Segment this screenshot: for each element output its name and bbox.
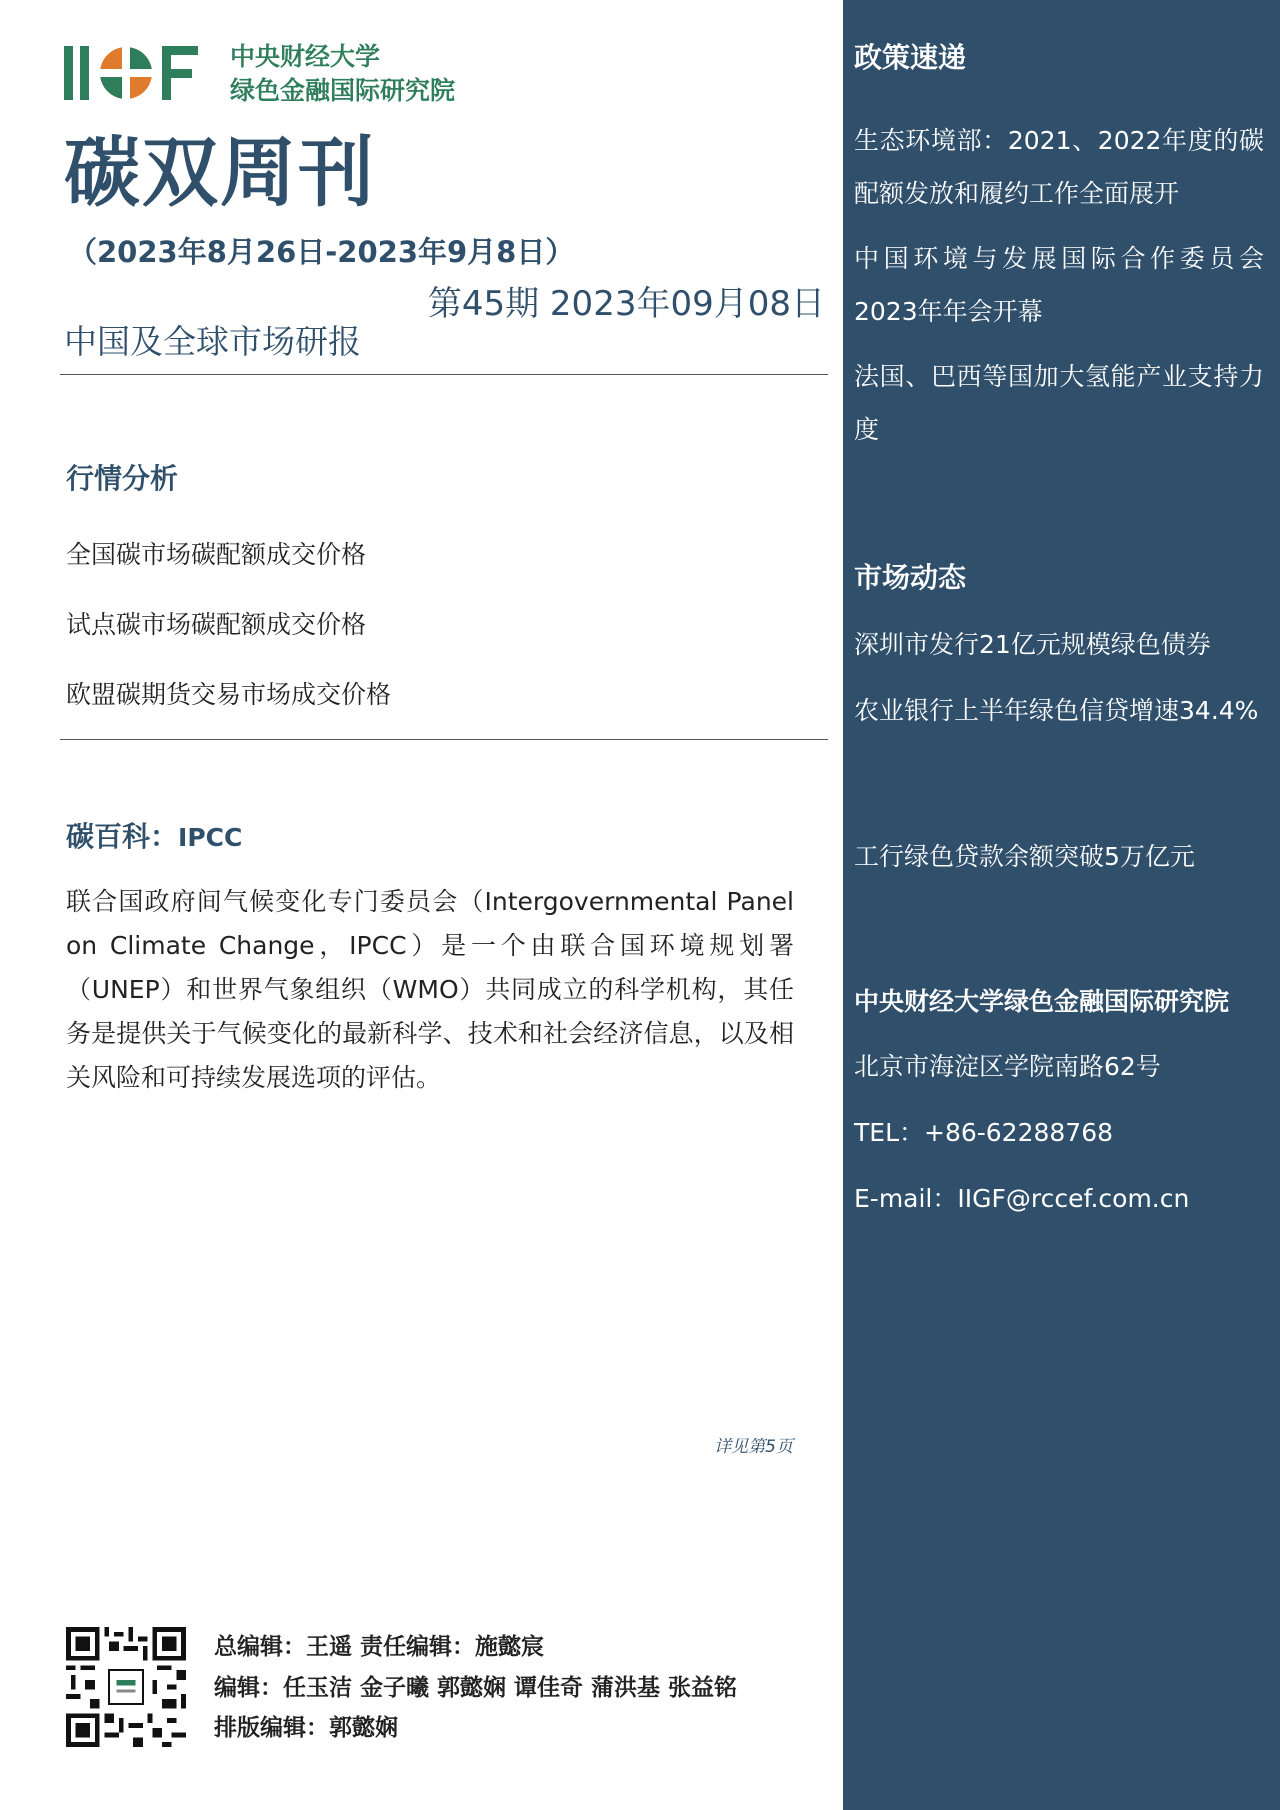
divider: [60, 374, 828, 375]
credits-line: 总编辑：王遥 责任编辑：施懿宸: [214, 1634, 545, 1660]
market-item: 欧盟碳期货交易市场成交价格: [66, 680, 392, 709]
market-item: 全国碳市场碳配额成交价格: [66, 540, 367, 569]
date-range: （2023年8月26日-2023年9月8日）: [68, 235, 575, 269]
encyclopedia-topic: IPCC: [178, 823, 243, 852]
credits-line: 排版编辑：郭懿娴: [214, 1715, 398, 1741]
iigf-logo: [64, 42, 214, 104]
org-address: 北京市海淀区学院南路62号: [854, 1052, 1161, 1081]
policy-item: 生态环境部：2021、2022年度的碳配额发放和履约工作全面展开: [854, 126, 1264, 208]
market-item: 试点碳市场碳配额成交价格: [66, 610, 367, 639]
encyclopedia-heading: 碳百科：IPCC: [66, 820, 243, 853]
credits-line: 编辑：任玉洁 金子曦 郭懿娴 谭佳奇 蒲洪基 张益铭: [214, 1675, 738, 1701]
subtitle: 中国及全球市场研报: [64, 322, 361, 361]
market-news-heading: 市场动态: [854, 561, 967, 594]
org-email[interactable]: E-mail：IIGF@rccef.com.cn: [854, 1184, 1190, 1213]
policy-heading: 政策速递: [854, 41, 967, 74]
policy-item: 中国环境与发展国际合作委员会2023年年会开幕: [854, 244, 1264, 326]
logo-cn-name: 中央财经大学 绿色金融国际研究院: [230, 42, 456, 105]
market-news-item: 工行绿色贷款余额突破5万亿元: [854, 842, 1195, 871]
market-news-item: 农业银行上半年绿色信贷增速34.4%: [854, 696, 1259, 725]
page-title: 碳双周刊: [64, 128, 376, 217]
org-name: 中央财经大学绿色金融国际研究院: [854, 987, 1230, 1016]
org-tel: TEL：+86-62288768: [854, 1118, 1114, 1147]
qr-code-icon: [66, 1627, 186, 1747]
see-page-link[interactable]: 详见第5页: [714, 1437, 793, 1457]
issue-number-date: 第45期 2023年09月08日: [427, 284, 825, 324]
divider: [60, 739, 828, 740]
encyclopedia-body: 联合国政府间气候变化专门委员会（Intergovernmental Panel on Climate Change，IPCC）是一个由联合国环境规划署（UNEP）和世界气象组织（WMO）共同成立的科学机构，其任务是提供关于气候变化的最新科学、技术和社会经济信息，以及相关风险和可持续发展选项的评估。: [66, 887, 794, 1092]
market-news-item: 深圳市发行21亿元规模绿色债券: [854, 630, 1211, 659]
policy-item: 法国、巴西等国加大氢能产业支持力度: [854, 362, 1264, 444]
market-analysis-heading: 行情分析: [66, 462, 179, 495]
